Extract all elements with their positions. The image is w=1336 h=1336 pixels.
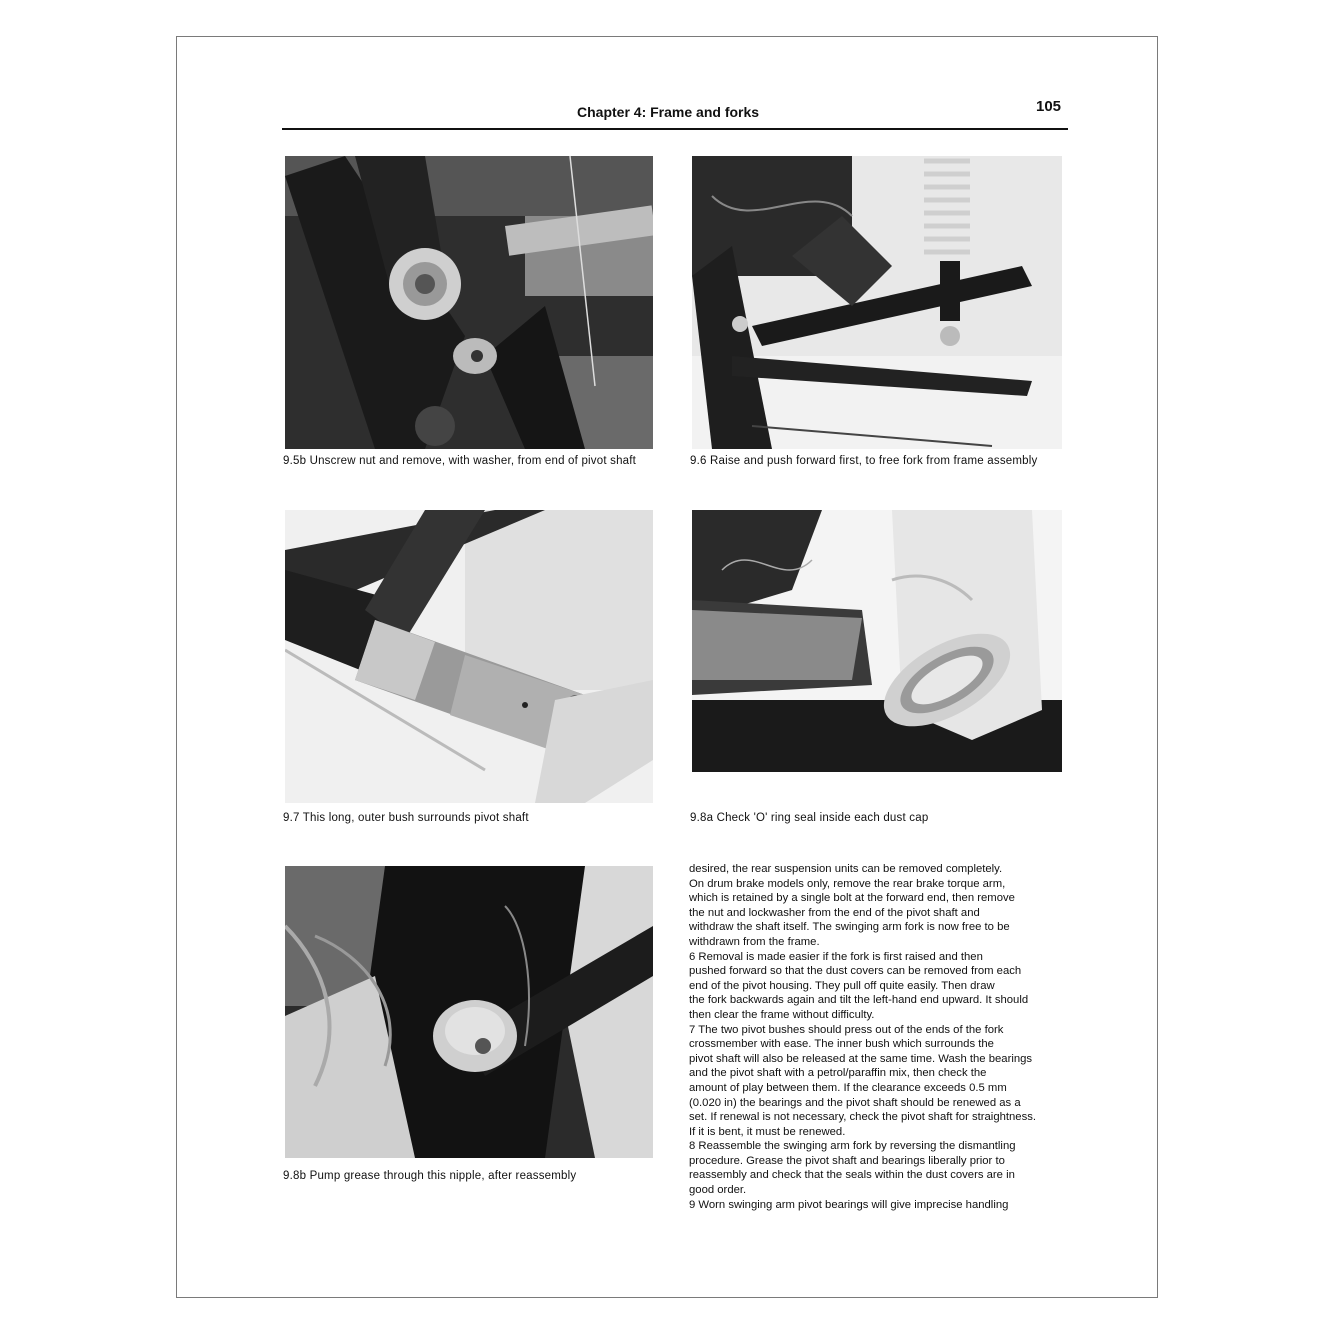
photo-fork-raised xyxy=(692,156,1062,449)
body-line: On drum brake models only, remove the rear brake torque arm, xyxy=(689,877,1006,890)
photo-outer-bush xyxy=(285,510,653,803)
body-line: and the pivot shaft with a petrol/paraffin mix, then check the xyxy=(689,1067,987,1080)
page-number: 105 xyxy=(1036,98,1062,115)
body-line: reassembly and check that the seals within the dust covers are in xyxy=(689,1169,1015,1182)
body-line: 8 Reassemble the swinging arm fork by reversing the dismantling xyxy=(689,1140,1016,1153)
body-line: crossmember with ease. The inner bush which surrounds the xyxy=(689,1038,994,1051)
body-line: end of the pivot housing. They pull off quite easily. Then draw xyxy=(689,979,995,992)
photo-pivot-nut xyxy=(285,156,653,449)
body-line: desired, the rear suspension units can be removed completely. xyxy=(689,863,1003,875)
caption-9-6: 9.6 Raise and push forward first, to free fork from frame assembly xyxy=(690,455,1038,467)
header-rule xyxy=(282,128,1068,130)
body-line: procedure. Grease the pivot shaft and bearings liberally prior to xyxy=(689,1154,1005,1167)
body-line: (0.020 in) the bearings and the pivot shaft should be renewed as a xyxy=(689,1096,1021,1109)
caption-9-8b: 9.8b Pump grease through this nipple, after reassembly xyxy=(283,1170,577,1182)
body-text xyxy=(689,862,1089,1212)
photo-dust-cap xyxy=(692,510,1062,772)
body-line: withdraw the shaft itself. The swinging arm fork is now free to be xyxy=(689,921,1010,934)
body-line: good order. xyxy=(689,1184,747,1197)
body-line: which is retained by a single bolt at the forward end, then remove xyxy=(689,892,1015,905)
body-line: 6 Removal is made easier if the fork is first raised and then xyxy=(689,950,983,963)
body-line: then clear the frame without difficulty. xyxy=(689,1008,875,1021)
caption-9-7: 9.7 This long, outer bush surrounds pivot shaft xyxy=(283,812,529,824)
chapter-title: Chapter 4: Frame and forks xyxy=(577,104,760,120)
body-line: 9 Worn swinging arm pivot bearings will give imprecise handling xyxy=(689,1198,1009,1211)
body-line: 7 The two pivot bushes should press out of the ends of the fork xyxy=(689,1023,1004,1036)
body-line: amount of play between them. If the clearance exceeds 0.5 mm xyxy=(689,1081,1007,1094)
body-line: withdrawn from the frame. xyxy=(689,935,820,948)
photo-grease-nipple xyxy=(285,866,653,1158)
caption-9-5b: 9.5b Unscrew nut and remove, with washer, from end of pivot shaft xyxy=(283,455,637,467)
caption-9-8a: 9.8a Check 'O' ring seal inside each dust cap xyxy=(690,812,929,824)
body-line: the fork backwards again and tilt the left-hand end upward. It should xyxy=(689,994,1029,1007)
body-line: the nut and lockwasher from the end of the pivot shaft and xyxy=(689,906,980,919)
body-line: If it is bent, it must be renewed. xyxy=(689,1125,846,1138)
body-line: pushed forward so that the dust covers can be removed from each xyxy=(689,965,1022,978)
body-line: pivot shaft will also be released at the same time. Wash the bearings xyxy=(689,1052,1033,1065)
body-line: set. If renewal is not necessary, check the pivot shaft for straightness. xyxy=(689,1111,1037,1124)
